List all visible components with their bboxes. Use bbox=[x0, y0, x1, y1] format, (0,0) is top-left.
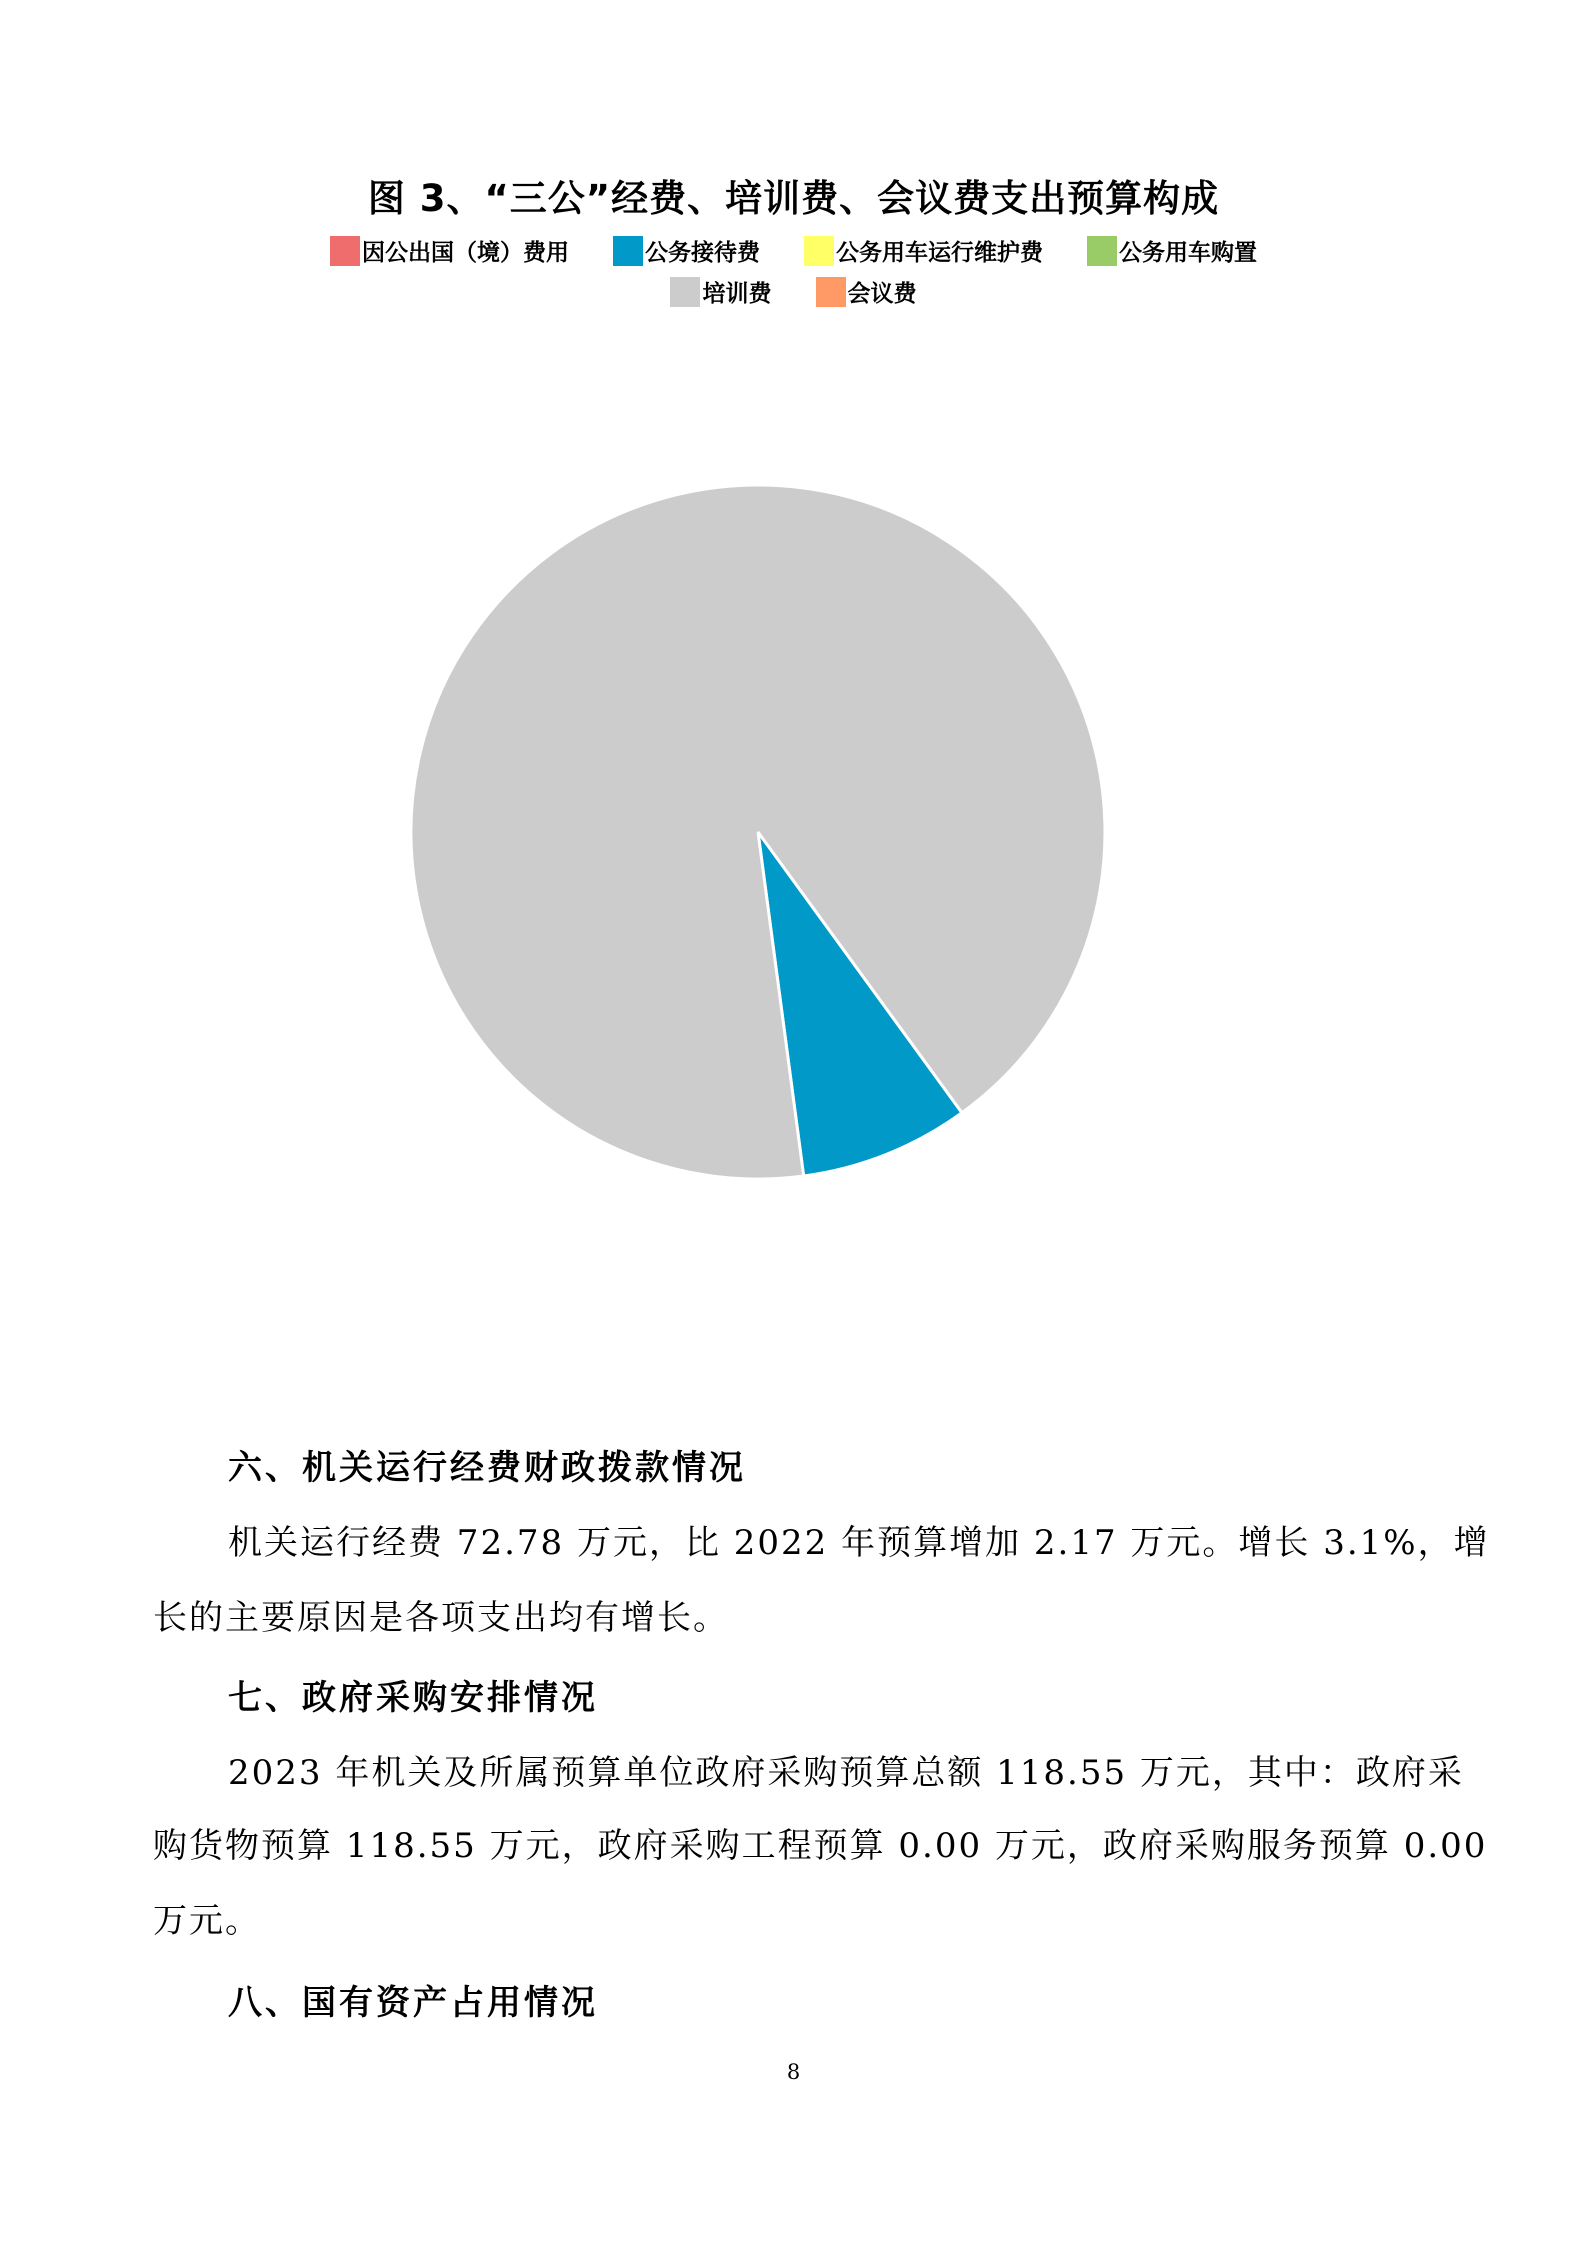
section-7-heading: 七、政府采购安排情况 bbox=[228, 1678, 598, 1718]
section-6-heading: 六、机关运行经费财政拨款情况 bbox=[228, 1448, 746, 1488]
section-6-line-2: 长的主要原因是各项支出均有增长。 bbox=[153, 1598, 729, 1638]
section-7-line-1: 2023 年机关及所属预算单位政府采购预算总额 118.55 万元，其中：政府采 bbox=[228, 1753, 1464, 1793]
page-number: 8 bbox=[786, 2060, 801, 2084]
legend-label-vehicle-maintenance: 公务用车运行维护费 bbox=[836, 240, 1043, 266]
legend-label-meeting: 会议费 bbox=[847, 281, 917, 307]
legend-label-vehicle-purchase: 公务用车购置 bbox=[1119, 240, 1258, 266]
section-7-line-3: 万元。 bbox=[153, 1901, 261, 1941]
pie-slice-training bbox=[411, 485, 1105, 1179]
legend-label-overseas: 因公出国（境）费用 bbox=[361, 240, 569, 266]
section-6-line-1: 机关运行经费 72.78 万元，比 2022 年预算增加 2.17 万元。增长 3.1%，增 bbox=[228, 1523, 1490, 1563]
legend-label-reception: 公务接待费 bbox=[644, 240, 760, 266]
chart-title: 图 3、“三公”经费、培训费、会议费支出预算构成 bbox=[367, 177, 1220, 220]
section-8-heading: 八、国有资产占用情况 bbox=[228, 1983, 598, 2023]
section-7-line-2: 购货物预算 118.55 万元，政府采购工程预算 0.00 万元，政府采购服务预算 0.00 bbox=[153, 1826, 1488, 1866]
legend-label-training: 培训费 bbox=[702, 281, 772, 307]
